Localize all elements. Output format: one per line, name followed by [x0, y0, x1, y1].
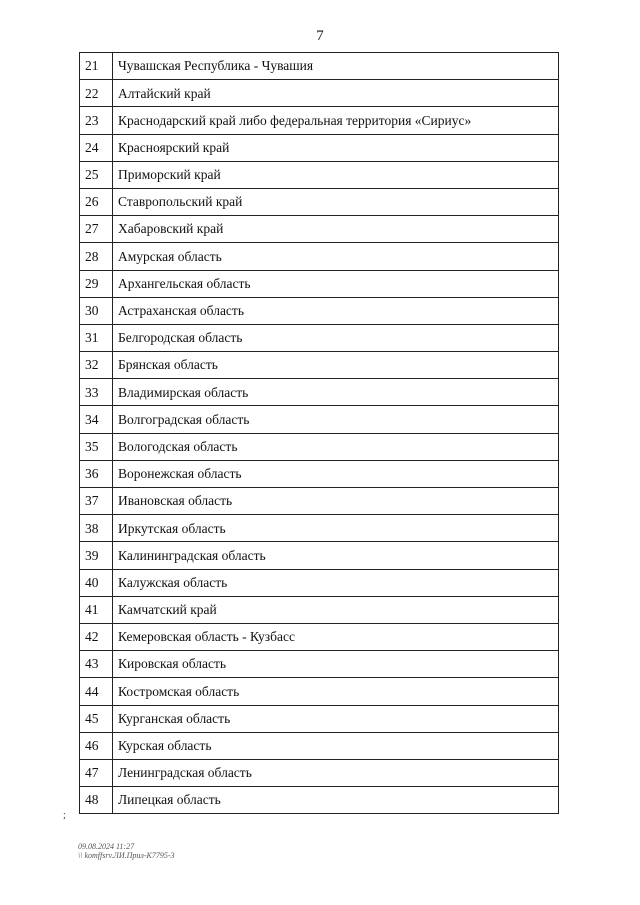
table-row: [80, 53, 559, 80]
table-row: [80, 623, 559, 650]
table-row: [80, 651, 559, 678]
row-number: 37: [80, 488, 113, 515]
region-name: Приморский край: [113, 161, 559, 188]
row-number: 39: [80, 542, 113, 569]
row-number: 48: [80, 787, 113, 814]
region-name: Кемеровская область - Кузбасс: [113, 623, 559, 650]
row-number: 27: [80, 216, 113, 243]
row-number: 25: [80, 161, 113, 188]
row-number: 47: [80, 759, 113, 786]
table-row: [80, 270, 559, 297]
row-number: 46: [80, 732, 113, 759]
table-row: [80, 379, 559, 406]
region-name: Липецкая область: [113, 787, 559, 814]
regions-table-body: [80, 53, 559, 814]
row-number: 28: [80, 243, 113, 270]
region-name: Амурская область: [113, 243, 559, 270]
region-name: Белгородская область: [113, 324, 559, 351]
table-row: [80, 80, 559, 107]
region-name: Ленинградская область: [113, 759, 559, 786]
row-number: 41: [80, 596, 113, 623]
row-number: 31: [80, 324, 113, 351]
region-name: Иркутская область: [113, 515, 559, 542]
region-name: Астраханская область: [113, 297, 559, 324]
region-name: Костромская область: [113, 678, 559, 705]
table-row: [80, 787, 559, 814]
row-number: 44: [80, 678, 113, 705]
region-name: Курская область: [113, 732, 559, 759]
row-number: 21: [80, 53, 113, 80]
footer-file-path: \\ komffsrv.ЛИ.Прил-К7795-3: [78, 851, 175, 860]
region-name: Курганская область: [113, 705, 559, 732]
region-name: Чувашская Республика - Чувашия: [113, 53, 559, 80]
row-number: 23: [80, 107, 113, 134]
row-number: 32: [80, 352, 113, 379]
table-row: [80, 542, 559, 569]
region-name: Волгоградская область: [113, 406, 559, 433]
table-row: [80, 161, 559, 188]
page-number: 7: [316, 28, 324, 44]
table-row: [80, 324, 559, 351]
row-number: 24: [80, 134, 113, 161]
region-name: Брянская область: [113, 352, 559, 379]
row-number: 35: [80, 433, 113, 460]
margin-mark: ;: [63, 810, 66, 821]
region-name: Воронежская область: [113, 460, 559, 487]
table-row: [80, 732, 559, 759]
table-row: [80, 433, 559, 460]
row-number: 34: [80, 406, 113, 433]
table-row: [80, 488, 559, 515]
table-row: [80, 515, 559, 542]
region-name: Вологодская область: [113, 433, 559, 460]
row-number: 29: [80, 270, 113, 297]
table-row: [80, 406, 559, 433]
row-number: 30: [80, 297, 113, 324]
region-name: Калининградская область: [113, 542, 559, 569]
table-row: [80, 297, 559, 324]
row-number: 38: [80, 515, 113, 542]
region-name: Камчатский край: [113, 596, 559, 623]
row-number: 45: [80, 705, 113, 732]
table-row: [80, 460, 559, 487]
table-row: [80, 352, 559, 379]
row-number: 42: [80, 623, 113, 650]
table-row: [80, 134, 559, 161]
region-name: Кировская область: [113, 651, 559, 678]
region-name: Алтайский край: [113, 80, 559, 107]
table-row: [80, 759, 559, 786]
row-number: 33: [80, 379, 113, 406]
table-row: [80, 596, 559, 623]
row-number: 36: [80, 460, 113, 487]
region-name: Красноярский край: [113, 134, 559, 161]
table-row: [80, 243, 559, 270]
region-name: Краснодарский край либо федеральная территория «Сириус»: [113, 107, 559, 134]
region-name: Ставропольский край: [113, 188, 559, 215]
region-name: Владимирская область: [113, 379, 559, 406]
table-row: [80, 705, 559, 732]
table-row: [80, 678, 559, 705]
table-row: [80, 107, 559, 134]
region-name: Архангельская область: [113, 270, 559, 297]
row-number: 43: [80, 651, 113, 678]
row-number: 22: [80, 80, 113, 107]
row-number: 26: [80, 188, 113, 215]
region-name: Ивановская область: [113, 488, 559, 515]
document-footer: [78, 842, 175, 860]
row-number: 40: [80, 569, 113, 596]
table-row: [80, 188, 559, 215]
table-row: [80, 569, 559, 596]
table-row: [80, 216, 559, 243]
regions-table: [79, 52, 559, 814]
region-name: Хабаровский край: [113, 216, 559, 243]
region-name: Калужская область: [113, 569, 559, 596]
footer-timestamp: 09.08.2024 11:27: [78, 842, 135, 851]
